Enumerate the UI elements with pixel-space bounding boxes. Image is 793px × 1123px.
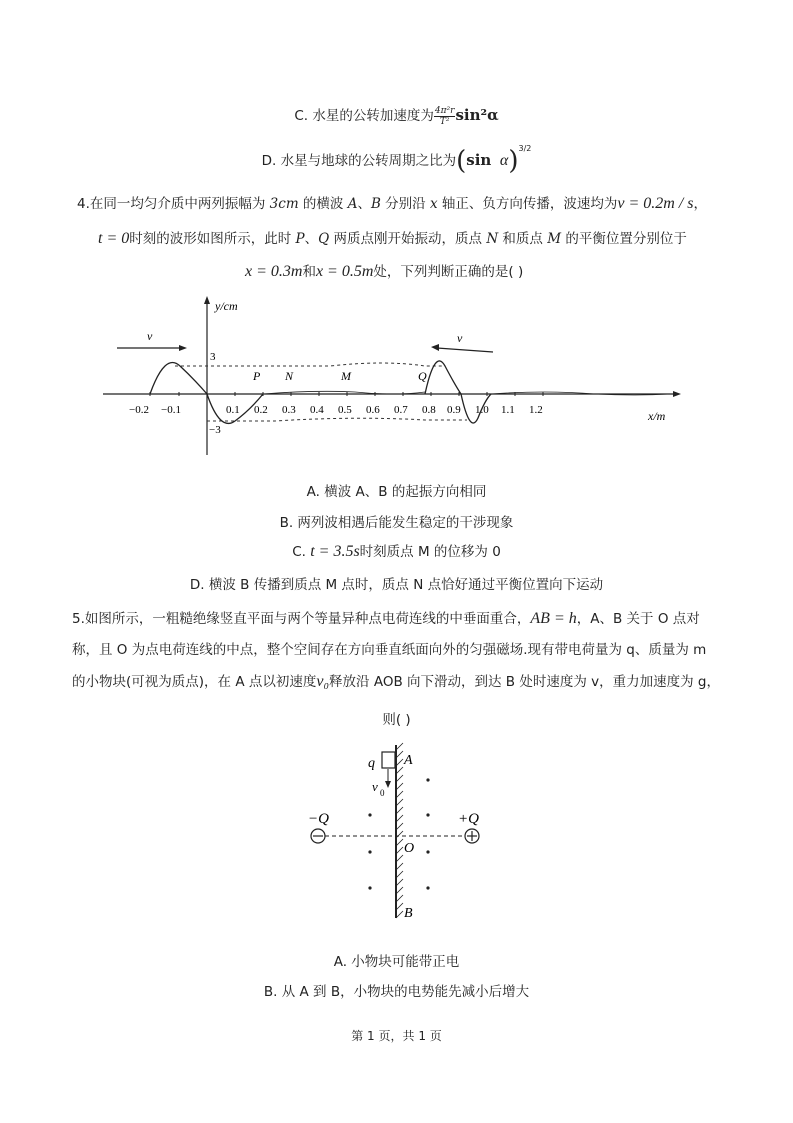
paren-right: ): [508, 146, 519, 176]
text: 的横波: [298, 196, 348, 212]
text: ，: [693, 196, 708, 212]
wave-speed: v = 0.2m / s: [617, 195, 694, 212]
initial-velocity: v₀: [316, 673, 330, 690]
q4-stem-line2: [98, 227, 687, 248]
q3-option-c-sin: sin²α: [455, 106, 499, 124]
velocity-label-v0: v: [372, 779, 378, 794]
arrow-down-icon: [385, 781, 391, 788]
q3-option-c: [0, 104, 793, 127]
text: 、: [304, 231, 319, 247]
wall-hatching: [396, 743, 403, 918]
wave-b: B: [370, 196, 381, 212]
distance-ab: AB = h: [530, 610, 577, 627]
time: t = 0: [98, 230, 130, 247]
tick-label: 1.1: [501, 404, 515, 416]
x-axis-label: x/m: [648, 409, 666, 423]
point-label-p: P: [253, 369, 261, 383]
text: ，A、B 关于 O 点对: [576, 611, 700, 627]
q4-option-c: [0, 540, 793, 561]
q3-option-c-text: C. 水星的公转加速度为: [294, 108, 434, 124]
page-footer: 第 1 页，共 1 页: [351, 1029, 442, 1043]
tick-label: 0.4: [310, 404, 324, 416]
tick-label: 1.0: [475, 404, 489, 416]
position-m: x = 0.5m: [315, 263, 374, 280]
point-m: M: [547, 231, 562, 247]
q3-option-d-text: D. 水星与地球的公转周期之比为: [261, 153, 457, 169]
tick-label: −0.2: [129, 404, 149, 416]
q3-option-d-alpha: α: [499, 152, 509, 169]
amplitude-lower-dashed: [207, 418, 467, 421]
text: 分别沿: [380, 196, 430, 212]
text: 5.如图所示，一粗糙绝缘竖直平面与两个等量异种点电荷连线的中垂面重合，: [72, 611, 531, 627]
text: 处，下列判断正确的是( ): [373, 264, 524, 280]
text: 时刻的波形如图所示，此时: [129, 231, 296, 247]
q3-option-c-fraction: [434, 106, 456, 127]
point-p: P: [295, 231, 305, 247]
velocity-label-left: v: [147, 329, 153, 343]
q4-option-a: A. 横波 A、B 的起振方向相同: [306, 484, 487, 500]
tick-label: 0.6: [366, 404, 380, 416]
charge-label-neg-q: −Q: [308, 811, 329, 827]
point-n: N: [486, 231, 499, 247]
text: 4.在同一均匀介质中两列振幅为: [77, 196, 270, 212]
point-label-o: O: [404, 841, 415, 856]
q4-option-b: B. 两列波相遇后能发生稳定的干涉现象: [279, 515, 514, 531]
point-label-a: A: [404, 753, 413, 768]
q3-option-d-exponent: 3/2: [518, 144, 532, 153]
q5-option-b: B. 从 A 到 B，小物块的电势能先减小后增大: [263, 984, 530, 1000]
fraction-denominator: T²: [439, 116, 450, 127]
fraction-numerator: 4π²r: [434, 105, 455, 116]
velocity-label-right: v: [457, 331, 463, 345]
q4-wave-figure: [95, 290, 685, 460]
text: 时刻质点 M 的位移为 0: [359, 544, 501, 560]
y-tick-label-neg3: −3: [209, 424, 221, 436]
velocity-label-subscript: 0: [380, 788, 385, 798]
arrow-left-icon: [431, 344, 439, 351]
charge-label-pos-q: +Q: [458, 811, 479, 827]
q3-option-d: [0, 144, 793, 176]
text: 和: [302, 264, 316, 280]
y-tick-label-3: 3: [210, 351, 216, 363]
arrow-right-icon: [179, 345, 187, 351]
q4-stem-line1: [77, 192, 707, 213]
q4-option-d: D. 横波 B 传播到质点 M 点时，质点 N 点恰好通过平衡位置向下运动: [189, 577, 604, 593]
tick-label: −0.1: [161, 404, 181, 416]
point-q: Q: [318, 231, 330, 247]
amplitude-upper-dashed: [175, 363, 445, 366]
text: C.: [292, 544, 311, 560]
tick-label: 0.8: [422, 404, 436, 416]
q3-option-d-sin: sin: [466, 151, 492, 169]
tick-label: 0.3: [282, 404, 296, 416]
x-axis-arrow-icon: [673, 391, 681, 397]
amplitude: 3cm: [269, 196, 299, 212]
small-block: [382, 752, 395, 768]
q5-stem-line1: [72, 607, 700, 628]
text: 、: [357, 196, 371, 212]
time: t = 3.5s: [310, 543, 360, 560]
q5-option-a: A. 小物块可能带正电: [333, 954, 460, 970]
q4-stem-line3: [245, 260, 523, 281]
text: 和质点: [498, 231, 548, 247]
tick-label: 1.2: [529, 404, 543, 416]
y-axis-arrow-icon: [204, 296, 210, 304]
velocity-arrow-left: [437, 348, 493, 352]
text: 轴正、负方向传播，波速均为: [437, 196, 618, 212]
charge-label-q: q: [368, 756, 375, 771]
text: 的小物块(可视为质点)，在 A 点以初速度: [72, 674, 317, 690]
point-label-q: Q: [418, 369, 427, 383]
point-label-b: B: [404, 906, 413, 921]
paren-left: (: [456, 146, 467, 176]
text: 的平衡位置分别位于: [561, 231, 687, 247]
text: 释放沿 AOB 向下滑动，到达 B 处时速度为 v，重力加速度为 g，: [329, 674, 720, 690]
point-label-n: N: [285, 369, 294, 383]
tick-label: 0.9: [447, 404, 461, 416]
x-axis: x: [429, 196, 438, 212]
tick-label: 0.1: [226, 404, 240, 416]
tick-label: 0.7: [394, 404, 408, 416]
q5-figure: [300, 740, 500, 925]
q5-stem-line4: 则( ): [382, 712, 411, 728]
text: 两质点刚开始振动，质点: [329, 231, 487, 247]
wave-a: A: [347, 196, 358, 212]
tick-label: 0.5: [338, 404, 352, 416]
y-axis-label: y/cm: [215, 299, 238, 313]
position-n: x = 0.3m: [245, 263, 303, 280]
tick-label: 0.2: [254, 404, 268, 416]
q5-stem-line2: 称，且 O 为点电荷连线的中点，整个空间存在方向垂直纸面向外的匀强磁场.现有带电荷量为 q、质量为 m: [72, 642, 707, 658]
q5-stem-line3: [72, 670, 720, 691]
point-label-m: M: [341, 369, 351, 383]
